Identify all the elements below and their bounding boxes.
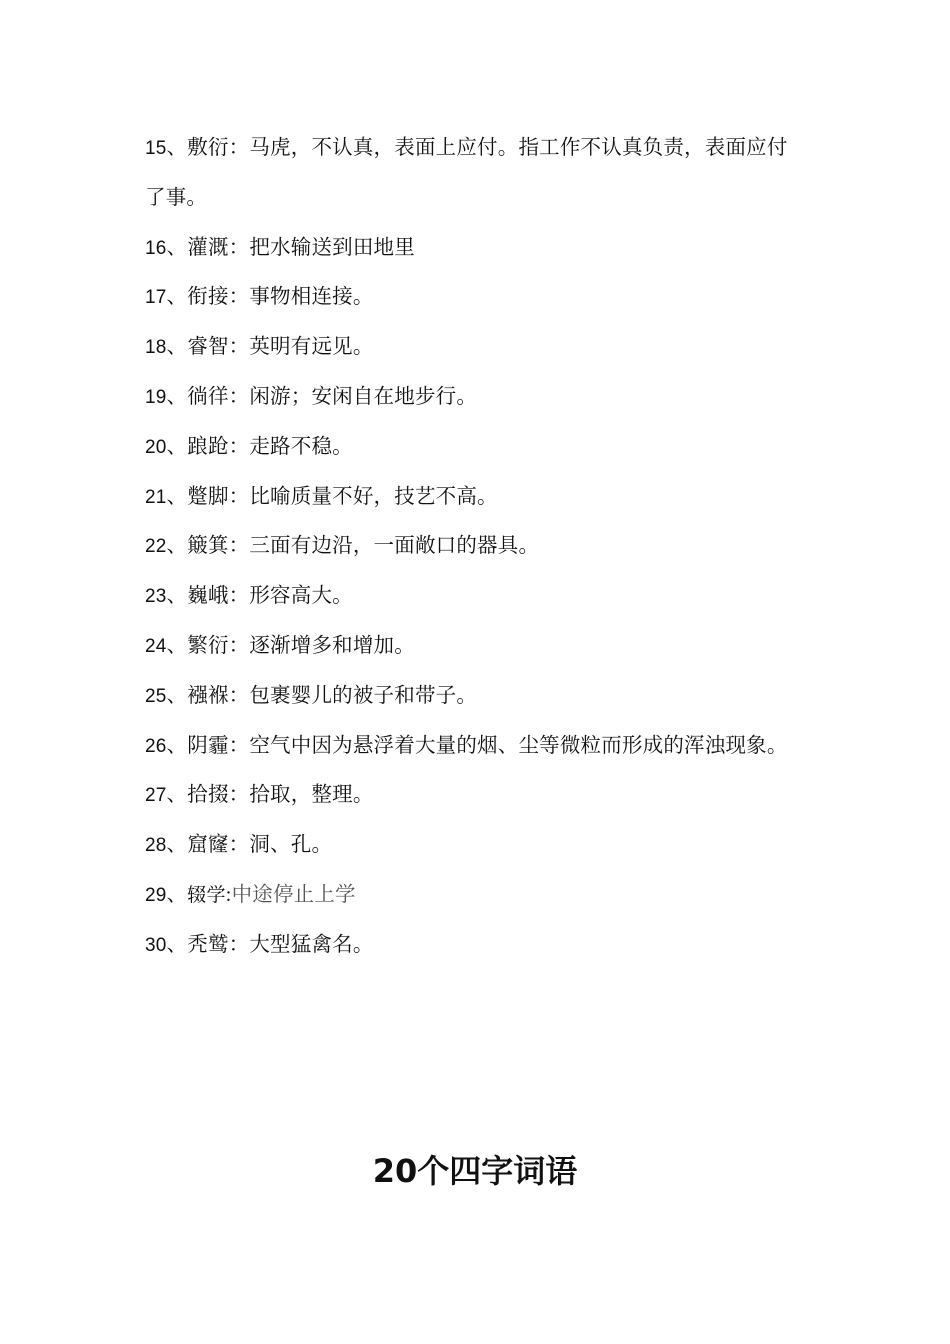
- entry-separator: 、: [166, 734, 188, 757]
- entry-term: 辍学: [187, 883, 226, 906]
- entry-number: 24: [145, 635, 167, 657]
- entry-term: 繁衍: [187, 634, 229, 657]
- entry-term: 阴霾: [187, 734, 229, 757]
- entry-number: 30: [145, 934, 167, 956]
- entry-colon: ：: [228, 585, 250, 608]
- entry-colon: ：: [228, 834, 250, 857]
- vocab-entry-23: [145, 572, 795, 622]
- entry-definition: 拾取，整理。: [249, 784, 374, 807]
- entry-definition: 三面有边沿，一面敞口的器具。: [249, 535, 540, 558]
- vocab-entry-27: [145, 771, 795, 821]
- entry-definition: 逐渐增多和增加。: [249, 634, 415, 657]
- entry-colon: ：: [228, 137, 250, 159]
- vocab-entry-18: [145, 323, 795, 373]
- entry-definition: 形容高大。: [249, 585, 353, 608]
- entry-number: 26: [145, 735, 167, 757]
- entry-colon: ：: [228, 236, 250, 259]
- entry-term: 簸箕: [187, 535, 229, 558]
- entry-colon: ：: [228, 336, 250, 359]
- vocab-entry-20: [145, 423, 795, 473]
- vocab-entry-30: [145, 921, 795, 971]
- entry-number: 17: [145, 287, 167, 309]
- vocab-entry-19: [145, 373, 795, 423]
- entry-separator: 、: [166, 784, 188, 807]
- vocabulary-list: [145, 124, 795, 971]
- vocab-entry-22: [145, 522, 795, 572]
- entry-colon: ：: [228, 535, 250, 558]
- entry-term: 蹩脚: [187, 485, 229, 508]
- entry-separator: 、: [166, 485, 188, 508]
- entry-colon: ：: [228, 385, 250, 408]
- entry-colon: ：: [228, 734, 250, 757]
- entry-definition: 包裹婴儿的被子和带子。: [249, 684, 478, 707]
- entry-separator: 、: [166, 585, 188, 608]
- entry-term: 窟窿: [187, 834, 229, 857]
- entry-separator: 、: [166, 435, 188, 458]
- entry-colon: ：: [228, 684, 250, 707]
- entry-colon: ：: [228, 435, 250, 458]
- entry-term: 巍峨: [187, 585, 229, 608]
- entry-colon: ：: [228, 286, 250, 309]
- section-heading: 20个四字词语: [372, 1152, 578, 1190]
- entry-definition: 把水输送到田地里: [249, 236, 415, 259]
- entry-number: 29: [145, 884, 167, 906]
- vocab-entry-17: [145, 273, 795, 323]
- entry-definition: 空气中因为悬浮着大量的烟、尘等微粒而形成的浑浊现象。: [249, 734, 788, 757]
- entry-colon: ：: [228, 784, 250, 807]
- entry-separator: 、: [166, 286, 188, 309]
- entry-definition: 比喻质量不好，技艺不高。: [249, 485, 498, 508]
- entry-separator: 、: [166, 933, 188, 956]
- entry-number: 16: [145, 237, 167, 259]
- entry-number: 20: [145, 436, 167, 458]
- entry-separator: 、: [166, 535, 188, 558]
- entry-term: 襁褓: [187, 684, 229, 707]
- entry-term: 睿智: [187, 336, 229, 359]
- entry-definition: 大型猛禽名。: [249, 933, 374, 956]
- entry-definition: 马虎，不认真，表面上应付。指工作不认真负责，表面应付了事。: [145, 137, 788, 209]
- entry-colon: ：: [228, 933, 250, 956]
- entry-separator: 、: [166, 883, 188, 906]
- entry-colon: ：: [228, 634, 250, 657]
- vocab-entry-29: [145, 871, 795, 921]
- entry-definition: 闲游；安闲自在地步行。: [249, 385, 478, 408]
- entry-separator: 、: [166, 236, 188, 259]
- vocab-entry-15: [145, 124, 795, 224]
- entry-number: 27: [145, 785, 167, 807]
- entry-number: 15: [145, 138, 167, 159]
- entry-number: 23: [145, 586, 167, 608]
- entry-term: 衔接: [187, 286, 229, 309]
- vocab-entry-28: [145, 821, 795, 871]
- entry-definition: 洞、孔。: [249, 834, 333, 857]
- entry-number: 18: [145, 337, 167, 359]
- entry-separator: 、: [166, 336, 188, 359]
- vocab-entry-25: [145, 672, 795, 722]
- entry-separator: 、: [166, 834, 188, 857]
- vocab-entry-24: [145, 622, 795, 672]
- entry-number: 21: [145, 486, 167, 508]
- entry-number: 25: [145, 685, 167, 707]
- entry-definition: 事物相连接。: [249, 286, 374, 309]
- entry-colon: ：: [228, 485, 250, 508]
- entry-term: 拾掇: [187, 784, 229, 807]
- entry-separator: 、: [166, 385, 188, 408]
- entry-colon: :: [225, 883, 232, 906]
- entry-definition: 中途停止上学: [231, 883, 356, 906]
- entry-term: 灌溉: [187, 236, 229, 259]
- entry-separator: 、: [166, 137, 188, 159]
- entry-term: 踉跄: [187, 435, 229, 458]
- entry-number: 28: [145, 835, 167, 857]
- vocab-entry-16: [145, 224, 795, 274]
- vocab-entry-21: [145, 473, 795, 523]
- entry-separator: 、: [166, 684, 188, 707]
- entry-separator: 、: [166, 634, 188, 657]
- entry-number: 22: [145, 536, 167, 558]
- entry-term: 敷衍: [187, 137, 229, 159]
- vocab-entry-26: [145, 722, 795, 772]
- entry-term: 徜徉: [187, 385, 229, 408]
- entry-number: 19: [145, 386, 167, 408]
- entry-definition: 英明有远见。: [249, 336, 374, 359]
- entry-definition: 走路不稳。: [249, 435, 353, 458]
- entry-term: 秃鹫: [187, 933, 229, 956]
